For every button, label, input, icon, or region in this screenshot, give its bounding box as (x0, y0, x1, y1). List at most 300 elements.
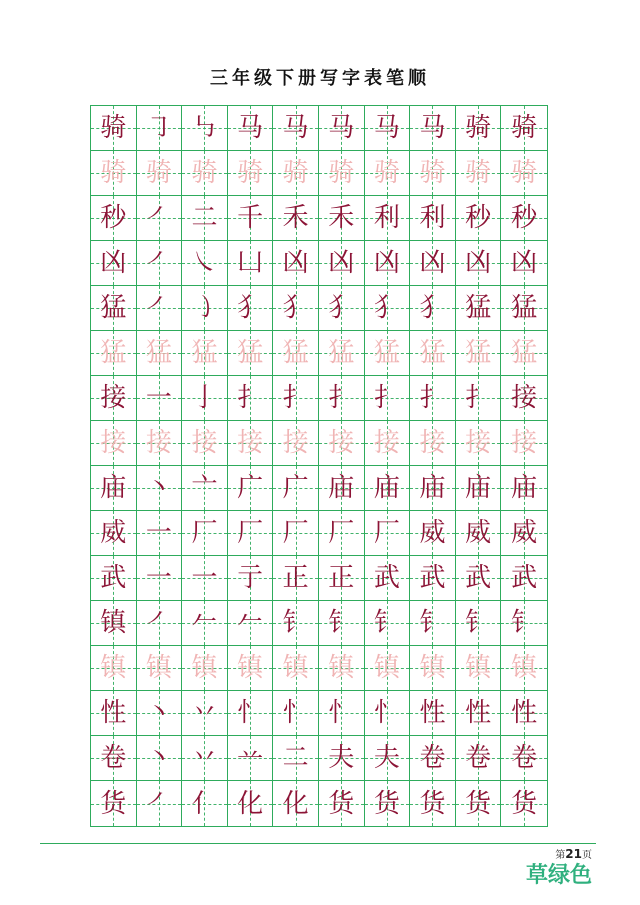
stroke-step-cell (319, 646, 365, 691)
stroke-step: 一 (145, 383, 172, 413)
character-cell (91, 106, 137, 151)
stroke-step-cell (365, 736, 411, 781)
character-cell (91, 241, 137, 286)
stroke-step: 一 (145, 518, 172, 548)
character-cell (91, 601, 137, 646)
stroke-step: 忄 (373, 698, 400, 728)
character-cell (91, 376, 137, 421)
stroke-step: 丶 (145, 473, 172, 503)
stroke-step: 凶 (373, 248, 400, 278)
stroke-step: 一 (191, 563, 218, 593)
stroke-step: 镇 (419, 653, 446, 683)
stroke-step: 马 (328, 113, 355, 143)
stroke-step-cell (319, 736, 365, 781)
stroke-step: 货 (511, 788, 538, 819)
stroke-step: 卷 (419, 743, 446, 773)
stroke-step: 骑 (237, 158, 264, 188)
stroke-step-cell (182, 376, 228, 421)
stroke-step: 化 (282, 788, 309, 819)
stroke-step: 扌 (465, 383, 492, 413)
character-trace: 接 (100, 428, 127, 458)
stroke-step: 骑 (145, 158, 172, 188)
stroke-step: 武 (373, 563, 400, 593)
stroke-step: 扌 (237, 383, 264, 413)
stroke-step-cell (410, 421, 456, 466)
stroke-step-cell (228, 466, 274, 511)
stroke-step-cell (319, 196, 365, 241)
stroke-step-cell (501, 151, 547, 196)
character-cell (91, 691, 137, 736)
stroke-step: 一 (145, 563, 172, 593)
stroke-step-cell (365, 691, 411, 736)
stroke-step-cell (501, 106, 547, 151)
stroke-step: 扌 (373, 383, 400, 413)
stroke-step-cell (410, 286, 456, 331)
stroke-step: 接 (237, 428, 264, 458)
stroke-step: 猛 (511, 338, 538, 368)
stroke-step-cell (319, 691, 365, 736)
character-main: 猛 (100, 293, 127, 323)
stroke-step-cell (410, 736, 456, 781)
character-main: 武 (100, 563, 127, 593)
stroke-step: 凶 (511, 248, 538, 278)
stroke-step: 庙 (465, 473, 492, 503)
stroke-step: 钅 (373, 608, 400, 638)
stroke-step: 丷 (191, 698, 218, 728)
stroke-step: 犭 (419, 293, 446, 323)
stroke-step: 钅 (465, 608, 492, 638)
watermark-logo: 草绿色 (525, 863, 592, 888)
stroke-step: 武 (419, 563, 446, 593)
stroke-step-cell (137, 151, 183, 196)
stroke-step-cell (273, 646, 319, 691)
stroke-step: 性 (419, 698, 446, 728)
stroke-step-cell (273, 466, 319, 511)
stroke-step-cell (182, 781, 228, 826)
stroke-step: 猛 (328, 338, 355, 368)
stroke-step: 骑 (328, 158, 355, 188)
stroke-step-cell (365, 556, 411, 601)
stroke-step: 利 (419, 203, 446, 233)
stroke-step-cell (410, 241, 456, 286)
character-main: 货 (100, 788, 127, 819)
stroke-step: 镇 (282, 653, 309, 683)
stroke-step: 马 (373, 113, 400, 143)
stroke-step: ㇒ (145, 248, 172, 278)
stroke-step-cell (410, 601, 456, 646)
stroke-step: 猛 (282, 338, 309, 368)
stroke-step-cell (228, 241, 274, 286)
stroke-step: 丷 (191, 743, 218, 773)
stroke-step-cell (456, 331, 502, 376)
stroke-step: 威 (465, 518, 492, 548)
stroke-step: 骑 (282, 158, 309, 188)
stroke-step: 马 (237, 113, 264, 143)
stroke-step: 钅 (328, 608, 355, 638)
stroke-step-cell (182, 151, 228, 196)
stroke-step-cell (137, 736, 183, 781)
stroke-step-cell (456, 781, 502, 826)
character-main: 卷 (100, 743, 127, 773)
stroke-step-cell (273, 331, 319, 376)
stroke-step: 凶 (465, 248, 492, 278)
stroke-step: 镇 (465, 653, 492, 683)
stroke-step-cell (182, 466, 228, 511)
stroke-step-cell (365, 466, 411, 511)
stroke-step: 武 (511, 563, 538, 593)
stroke-step-cell (137, 106, 183, 151)
stroke-step: 庙 (511, 473, 538, 503)
character-main: 镇 (100, 608, 127, 638)
stroke-step-cell (456, 286, 502, 331)
stroke-step: 正 (328, 563, 355, 593)
stroke-step: 丶 (145, 698, 172, 728)
stroke-step-cell (273, 601, 319, 646)
character-cell (91, 151, 137, 196)
stroke-step: 骑 (465, 113, 492, 143)
stroke-step: 庙 (373, 473, 400, 503)
character-trace: 镇 (100, 653, 127, 683)
stroke-step-cell (456, 511, 502, 556)
stroke-step: 货 (465, 788, 492, 819)
character-main: 威 (100, 518, 127, 548)
stroke-step: 𠂉 (191, 608, 218, 638)
stroke-step-cell (319, 376, 365, 421)
stroke-step-cell (228, 196, 274, 241)
character-main: 凶 (100, 248, 127, 278)
stroke-step: 接 (465, 428, 492, 458)
stroke-step: 厂 (237, 518, 264, 548)
stroke-step: 骑 (511, 158, 538, 188)
stroke-step: 武 (465, 563, 492, 593)
stroke-step-cell (137, 646, 183, 691)
stroke-step-cell (273, 421, 319, 466)
stroke-step-cell (182, 736, 228, 781)
stroke-step: 扌 (328, 383, 355, 413)
stroke-step-cell (365, 151, 411, 196)
stroke-step-cell (501, 781, 547, 826)
stroke-step: 接 (328, 428, 355, 458)
stroke-step-cell (137, 376, 183, 421)
stroke-step: 威 (419, 518, 446, 548)
stroke-step-cell (410, 556, 456, 601)
stroke-step-cell (182, 511, 228, 556)
stroke-step-cell (501, 736, 547, 781)
stroke-step: 骑 (511, 113, 538, 143)
stroke-step: 接 (145, 428, 172, 458)
stroke-step-cell (365, 286, 411, 331)
stroke-step-cell (501, 196, 547, 241)
stroke-step-cell (365, 106, 411, 151)
stroke-step: 猛 (419, 338, 446, 368)
stroke-step-cell (228, 781, 274, 826)
stroke-step-cell (137, 421, 183, 466)
stroke-step: 威 (511, 518, 538, 548)
stroke-step: 镇 (328, 653, 355, 683)
stroke-step-cell (273, 376, 319, 421)
stroke-step-cell (228, 601, 274, 646)
stroke-step-cell (137, 556, 183, 601)
stroke-step: 猛 (511, 293, 538, 323)
stroke-step-cell (228, 376, 274, 421)
stroke-step-cell (456, 241, 502, 286)
stroke-step-cell (365, 196, 411, 241)
stroke-step: 猛 (237, 338, 264, 368)
stroke-step-cell (182, 286, 228, 331)
stroke-step-cell (365, 646, 411, 691)
character-main: 秒 (100, 203, 127, 233)
stroke-step-cell (137, 241, 183, 286)
stroke-step: 卷 (511, 743, 538, 773)
stroke-step-cell (410, 781, 456, 826)
stroke-step-cell (410, 466, 456, 511)
stroke-step: 骑 (373, 158, 400, 188)
stroke-step-cell (319, 556, 365, 601)
character-cell (91, 736, 137, 781)
stroke-step: 忄 (237, 698, 264, 728)
stroke-step-cell (182, 691, 228, 736)
character-cell (91, 556, 137, 601)
stroke-step: 忄 (328, 698, 355, 728)
stroke-step-cell (182, 556, 228, 601)
stroke-step: 骑 (191, 158, 218, 188)
stroke-step-cell (501, 421, 547, 466)
stroke-step: 接 (419, 428, 446, 458)
stroke-step: 凶 (419, 248, 446, 278)
stroke-step-cell (319, 466, 365, 511)
stroke-step-cell (410, 511, 456, 556)
character-cell (91, 511, 137, 556)
stroke-step: 亻 (191, 788, 218, 819)
stroke-step: 货 (328, 788, 355, 819)
stroke-step: 亍 (237, 563, 264, 593)
stroke-step-cell (501, 601, 547, 646)
stroke-step: 马 (282, 113, 309, 143)
stroke-step-cell (228, 421, 274, 466)
stroke-step: 接 (511, 383, 538, 413)
stroke-step: 猛 (145, 338, 172, 368)
page-number-prefix: 第 (555, 850, 566, 861)
stroke-step: 厂 (373, 518, 400, 548)
stroke-step-cell (137, 286, 183, 331)
stroke-step-cell (319, 781, 365, 826)
stroke-step: 猛 (465, 293, 492, 323)
stroke-step-cell (501, 466, 547, 511)
stroke-step-cell (182, 646, 228, 691)
stroke-step: 镇 (237, 653, 264, 683)
stroke-step-cell (410, 376, 456, 421)
stroke-step: 秒 (465, 203, 492, 233)
stroke-step-cell (273, 736, 319, 781)
character-main: 骑 (100, 113, 127, 143)
stroke-step-cell (456, 421, 502, 466)
stroke-step-cell (319, 421, 365, 466)
stroke-step-cell (456, 376, 502, 421)
stroke-step-cell (319, 286, 365, 331)
footer-divider (40, 843, 596, 844)
stroke-step-cell (273, 196, 319, 241)
stroke-step-cell (456, 601, 502, 646)
stroke-step: ㇒ (145, 788, 172, 819)
stroke-step-cell (456, 106, 502, 151)
stroke-step-cell (137, 511, 183, 556)
stroke-step: ㇉ (191, 113, 218, 143)
stroke-step: 镇 (511, 653, 538, 683)
stroke-step-cell (456, 466, 502, 511)
stroke-step: 凶 (282, 248, 309, 278)
page-number-suffix: 页 (582, 850, 592, 861)
stroke-step: 禾 (282, 203, 309, 233)
stroke-step-cell (319, 106, 365, 151)
stroke-step-cell (273, 556, 319, 601)
stroke-step: 猛 (465, 338, 492, 368)
stroke-step: 庙 (419, 473, 446, 503)
stroke-step-cell (456, 556, 502, 601)
character-cell (91, 646, 137, 691)
stroke-step-cell (273, 691, 319, 736)
stroke-step: 骑 (465, 158, 492, 188)
stroke-step: 秒 (511, 203, 538, 233)
stroke-step-cell (182, 421, 228, 466)
stroke-step: 二 (282, 743, 309, 773)
stroke-step: 利 (373, 203, 400, 233)
character-cell (91, 286, 137, 331)
stroke-step: 镇 (145, 653, 172, 683)
character-trace: 猛 (100, 338, 127, 368)
stroke-step-cell (273, 511, 319, 556)
stroke-step: 货 (419, 788, 446, 819)
stroke-step-cell (410, 106, 456, 151)
stroke-step-cell (319, 331, 365, 376)
stroke-step-cell (456, 691, 502, 736)
stroke-step: 犭 (373, 293, 400, 323)
stroke-step-cell (137, 781, 183, 826)
stroke-step: 忄 (282, 698, 309, 728)
stroke-step-cell (182, 601, 228, 646)
stroke-step-cell (228, 691, 274, 736)
stroke-step: 千 (237, 203, 264, 233)
stroke-step-cell (456, 196, 502, 241)
stroke-step-cell (456, 151, 502, 196)
stroke-step-cell (365, 241, 411, 286)
character-main: 接 (100, 383, 127, 413)
stroke-step: 扌 (419, 383, 446, 413)
stroke-step: 性 (465, 698, 492, 728)
stroke-step: 钅 (419, 608, 446, 638)
stroke-order-grid (90, 105, 548, 827)
stroke-step-cell (182, 241, 228, 286)
stroke-step-cell (501, 691, 547, 736)
character-cell (91, 196, 137, 241)
stroke-step-cell (228, 331, 274, 376)
stroke-step: 骑 (419, 158, 446, 188)
stroke-step: 接 (511, 428, 538, 458)
stroke-step: 性 (511, 698, 538, 728)
stroke-step-cell (365, 376, 411, 421)
stroke-step-cell (410, 151, 456, 196)
stroke-step: 厂 (191, 518, 218, 548)
character-main: 性 (100, 698, 127, 728)
stroke-step-cell (228, 556, 274, 601)
stroke-step-cell (137, 196, 183, 241)
stroke-step-cell (501, 286, 547, 331)
stroke-step-cell (273, 241, 319, 286)
stroke-step-cell (182, 196, 228, 241)
stroke-step: 接 (373, 428, 400, 458)
stroke-step: 广 (282, 473, 309, 503)
stroke-step-cell (182, 331, 228, 376)
stroke-step: ㇁ (191, 293, 218, 323)
stroke-step-cell (228, 736, 274, 781)
stroke-step: 凶 (328, 248, 355, 278)
stroke-step-cell (501, 331, 547, 376)
stroke-step-cell (273, 286, 319, 331)
stroke-step-cell (319, 601, 365, 646)
stroke-step: ㇏ (191, 248, 218, 278)
stroke-step: 夫 (373, 743, 400, 773)
stroke-step: 亠 (191, 473, 218, 503)
stroke-step-cell (319, 151, 365, 196)
stroke-step-cell (228, 151, 274, 196)
stroke-step: 马 (419, 113, 446, 143)
stroke-step: ㇒ (145, 608, 172, 638)
stroke-step-cell (501, 646, 547, 691)
stroke-step: 禾 (328, 203, 355, 233)
stroke-step-cell (365, 601, 411, 646)
stroke-step-cell (319, 511, 365, 556)
stroke-step-cell (365, 781, 411, 826)
stroke-step: 犭 (237, 293, 264, 323)
stroke-step-cell (228, 286, 274, 331)
stroke-step: 庙 (328, 473, 355, 503)
page-number-value: 21 (565, 847, 582, 861)
stroke-step: 厂 (282, 518, 309, 548)
stroke-step-cell (410, 646, 456, 691)
stroke-step: 凵 (237, 248, 264, 278)
stroke-step: 接 (191, 428, 218, 458)
stroke-step: 货 (373, 788, 400, 819)
stroke-step-cell (228, 106, 274, 151)
stroke-step-cell (501, 376, 547, 421)
stroke-step: 猛 (191, 338, 218, 368)
stroke-step: 二 (191, 203, 218, 233)
page-title: 三年级下册写字表笔顺 (210, 68, 430, 89)
stroke-step: 𠂉 (237, 608, 264, 638)
stroke-step: 钅 (511, 608, 538, 638)
stroke-step: 夫 (328, 743, 355, 773)
stroke-step: 犭 (328, 293, 355, 323)
stroke-step-cell (228, 646, 274, 691)
stroke-step-cell (137, 601, 183, 646)
stroke-step-cell (456, 736, 502, 781)
stroke-step-cell (273, 151, 319, 196)
stroke-step: 接 (282, 428, 309, 458)
character-cell (91, 331, 137, 376)
stroke-step-cell (410, 331, 456, 376)
stroke-step-cell (228, 511, 274, 556)
stroke-step: 钅 (282, 608, 309, 638)
character-cell (91, 781, 137, 826)
stroke-step-cell (365, 331, 411, 376)
character-trace: 骑 (100, 158, 127, 188)
stroke-step-cell (456, 646, 502, 691)
stroke-step-cell (501, 241, 547, 286)
stroke-step: 亅 (191, 383, 218, 413)
stroke-step: 䒑 (237, 743, 264, 773)
stroke-step: 猛 (373, 338, 400, 368)
stroke-step: ㇆ (145, 113, 172, 143)
character-cell (91, 421, 137, 466)
